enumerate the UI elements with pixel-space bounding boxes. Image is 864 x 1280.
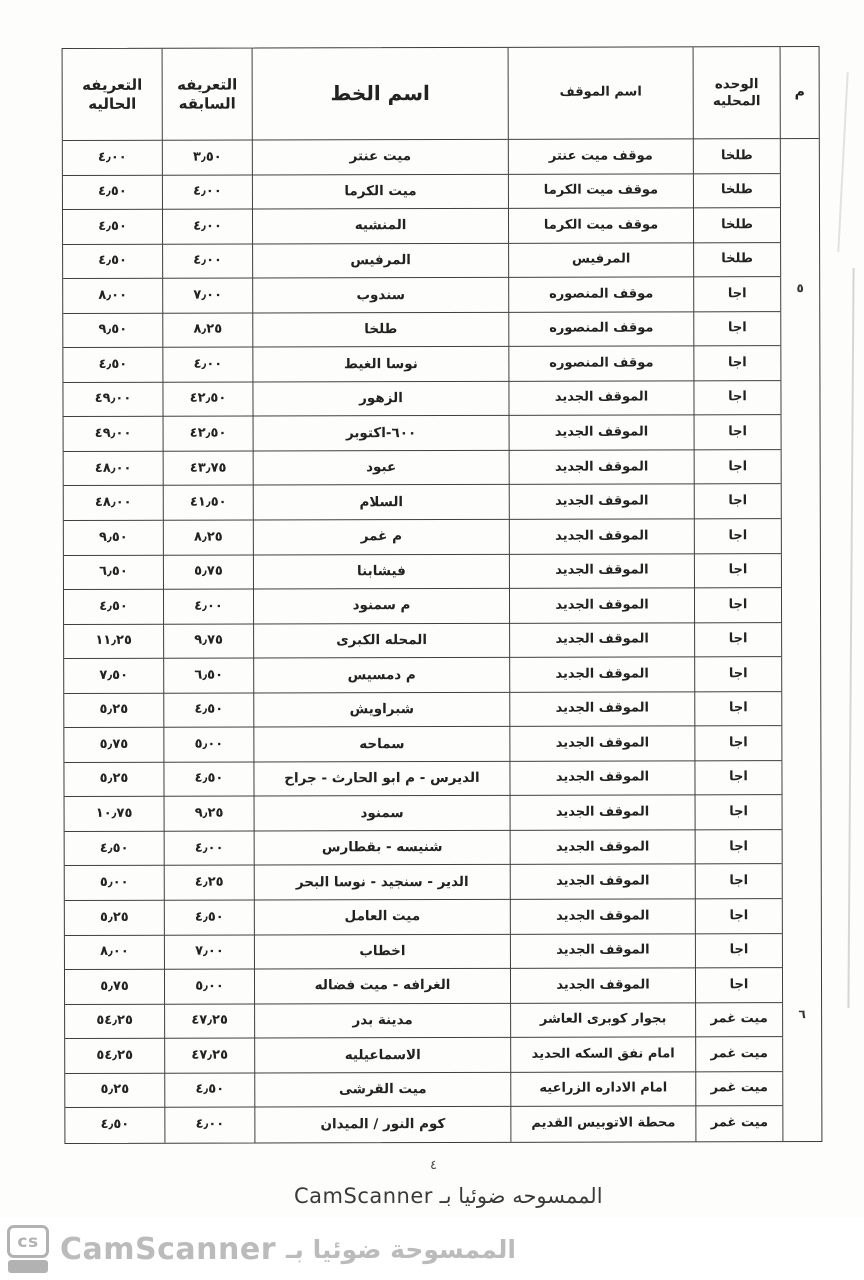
cell-row-number: ٦ — [782, 1003, 821, 1038]
cell-line-name: طلخا — [252, 313, 508, 348]
cell-line-name: ميت القرشى — [254, 1073, 510, 1108]
camscanner-bar-text: الممسوحة ضوئيا بـ — [286, 1234, 516, 1264]
cell-current-tariff: ٦٫٥٠ — [64, 555, 163, 590]
cell-previous-tariff: ٩٫٧٥ — [163, 624, 253, 659]
cell-current-tariff: ٥٫٠٠ — [65, 866, 164, 901]
cell-line-name: ٦٠٠-اكتوبر — [253, 416, 509, 451]
cell-local-unit: اجا — [695, 968, 782, 1003]
cell-stop-name: الموقف الجديد — [509, 450, 694, 485]
cell-stop-name: موقف المنصوره — [508, 347, 693, 382]
cell-local-unit: اجا — [693, 381, 780, 416]
cell-previous-tariff: ٤٫٥٠ — [163, 693, 253, 728]
cell-stop-name: موقف المنصوره — [508, 312, 693, 347]
cell-row-number — [782, 934, 821, 969]
cell-stop-name: الموقف الجديد — [510, 865, 695, 900]
cell-local-unit: اجا — [694, 450, 781, 485]
cell-previous-tariff: ٧٫٠٠ — [164, 935, 254, 970]
cell-row-number — [781, 657, 820, 692]
cell-stop-name: الموقف الجديد — [509, 554, 694, 589]
cell-row-number — [781, 519, 820, 554]
col-header-current-tariff: التعريفه الحاليه — [63, 49, 162, 141]
cell-previous-tariff: ٦٫٥٠ — [163, 659, 253, 694]
page-number: ٤ — [430, 1158, 437, 1173]
cell-previous-tariff: ٤٫٥٠ — [163, 762, 253, 797]
cell-local-unit: ميت غمر — [695, 1072, 782, 1107]
cell-line-name: فيشابنا — [253, 554, 509, 589]
cell-stop-name: الموقف الجديد — [508, 381, 693, 416]
cell-row-number — [780, 312, 819, 347]
cell-line-name: الديرس - م ابو الحارث - جراح — [253, 762, 509, 797]
cell-current-tariff: ٤٨٫٠٠ — [64, 452, 163, 487]
cell-current-tariff: ٤٫٥٠ — [63, 175, 162, 210]
cell-current-tariff: ٥٤٫٢٥ — [65, 1039, 164, 1074]
cell-stop-name: موقف ميت عنتر — [508, 139, 693, 174]
cell-local-unit: اجا — [694, 554, 781, 589]
cell-current-tariff: ٤٫٥٠ — [65, 832, 164, 867]
cell-stop-name: امام الاداره الزراعيه — [510, 1072, 695, 1107]
tariff-table — [61, 46, 823, 1145]
cell-row-number — [781, 450, 820, 485]
cell-local-unit: طلخا — [693, 174, 780, 209]
cell-row-number — [781, 588, 820, 623]
cell-current-tariff: ٨٫٠٠ — [63, 279, 162, 314]
cell-current-tariff: ١٠٫٧٥ — [65, 797, 164, 832]
cell-line-name: الدير - سنجيد - نوسا البحر — [254, 865, 510, 900]
cell-stop-name: امام نفق السكه الحديد — [510, 1038, 695, 1073]
cell-local-unit: اجا — [694, 415, 781, 450]
cell-previous-tariff: ٤٫٥٠ — [164, 1073, 254, 1108]
cell-row-number — [780, 139, 819, 174]
cell-line-name: م دمسيس — [253, 658, 509, 693]
cell-stop-name: الموقف الجديد — [510, 796, 695, 831]
cell-local-unit: اجا — [694, 485, 781, 520]
cell-line-name: شبراويش — [253, 693, 509, 728]
cell-current-tariff: ١١٫٢٥ — [64, 624, 163, 659]
cell-row-number — [782, 1072, 821, 1107]
cell-previous-tariff: ٨٫٢٥ — [163, 521, 253, 556]
cell-stop-name: الموقف الجديد — [509, 588, 694, 623]
cell-stop-name: موقف ميت الكرما — [508, 174, 693, 209]
cell-stop-name: الموقف الجديد — [510, 830, 695, 865]
cell-line-name: المنشيه — [252, 209, 508, 244]
cell-row-number — [780, 174, 819, 209]
camscanner-watermark-handwritten: الممسوحه ضوئيا بـ CamScanner — [294, 1184, 603, 1208]
cell-line-name: ميت العامل — [254, 900, 510, 935]
page-edge-artifact — [847, 268, 854, 1008]
cell-row-number — [780, 208, 819, 243]
cell-current-tariff: ٥٫٢٥ — [65, 1073, 164, 1108]
cell-previous-tariff: ٤٫٠٠ — [162, 244, 252, 279]
cell-line-name: سندوب — [252, 278, 508, 313]
col-header-number: م — [780, 47, 819, 139]
cell-row-number — [781, 554, 820, 589]
cell-local-unit: طلخا — [693, 208, 780, 243]
cell-previous-tariff: ٤٧٫٢٥ — [164, 1039, 254, 1074]
cell-local-unit: ميت غمر — [695, 1106, 782, 1141]
cell-current-tariff: ٧٫٥٠ — [64, 659, 163, 694]
cell-line-name: سمنود — [254, 796, 510, 831]
cell-row-number — [782, 1037, 821, 1072]
cell-line-name: ميت الكرما — [252, 174, 508, 209]
cell-line-name: مدينة بدر — [254, 1003, 510, 1038]
cell-previous-tariff: ٤٧٫٢٥ — [164, 1004, 254, 1039]
cell-current-tariff: ٤٫٠٠ — [63, 141, 162, 176]
cell-local-unit: ميت غمر — [695, 1037, 782, 1072]
cell-local-unit: اجا — [694, 519, 781, 554]
cell-current-tariff: ٩٫٥٠ — [63, 313, 162, 348]
cell-current-tariff: ٤٫٥٠ — [63, 244, 162, 279]
cell-row-number: ٥ — [780, 277, 819, 312]
cell-stop-name: الموقف الجديد — [509, 485, 694, 520]
camscanner-logo-cs-text: cs — [7, 1225, 49, 1258]
cell-row-number — [781, 484, 820, 519]
cell-stop-name: المرفيس — [508, 243, 693, 278]
cell-stop-name: الموقف الجديد — [509, 623, 694, 658]
tariff-table-grid — [62, 46, 823, 1144]
cell-current-tariff: ٩٫٥٠ — [64, 521, 163, 556]
cell-local-unit: اجا — [695, 796, 782, 831]
cell-current-tariff: ٤٩٫٠٠ — [63, 383, 162, 418]
cell-local-unit: اجا — [695, 899, 782, 934]
cell-local-unit: طلخا — [693, 139, 780, 174]
cell-current-tariff: ٤٫٥٠ — [63, 210, 162, 245]
cell-current-tariff: ٥٫٢٥ — [65, 901, 164, 936]
cell-stop-name: موقف ميت الكرما — [508, 208, 693, 243]
cell-previous-tariff: ٤٫٠٠ — [163, 590, 253, 625]
cell-previous-tariff: ٣٫٥٠ — [162, 140, 252, 175]
col-header-stop-name: اسم الموقف — [508, 47, 693, 139]
cell-row-number — [782, 864, 821, 899]
cell-stop-name: الموقف الجديد — [509, 692, 694, 727]
cell-previous-tariff: ٤١٫٥٠ — [163, 486, 253, 521]
cell-line-name: اخطاب — [254, 934, 510, 969]
cell-line-name: عبود — [253, 451, 509, 486]
cell-row-number — [781, 415, 820, 450]
cell-current-tariff: ٥٫٧٥ — [64, 728, 163, 763]
cell-stop-name: الموقف الجديد — [509, 416, 694, 451]
cell-local-unit: اجا — [693, 312, 780, 347]
cell-line-name: سماحه — [253, 727, 509, 762]
cell-stop-name: الموقف الجديد — [510, 934, 695, 969]
cell-local-unit: اجا — [695, 934, 782, 969]
cell-line-name: م غمر — [253, 520, 509, 555]
cell-row-number — [780, 243, 819, 278]
cell-previous-tariff: ٤٫٠٠ — [162, 210, 252, 245]
cell-previous-tariff: ٤٣٫٧٥ — [163, 451, 253, 486]
cell-stop-name: الموقف الجديد — [510, 968, 695, 1003]
cell-row-number — [782, 795, 821, 830]
cell-previous-tariff: ٨٫٢٥ — [162, 313, 252, 348]
cell-stop-name: الموقف الجديد — [509, 727, 694, 762]
cell-stop-name: الموقف الجديد — [509, 658, 694, 693]
cell-previous-tariff: ٤٫٠٠ — [162, 175, 252, 210]
cell-current-tariff: ٤٨٫٠٠ — [64, 486, 163, 521]
cell-current-tariff: ٥٫٧٥ — [65, 970, 164, 1005]
cell-current-tariff: ٤٩٫٠٠ — [64, 417, 163, 452]
cell-local-unit: اجا — [694, 588, 781, 623]
cell-previous-tariff: ٧٫٠٠ — [162, 279, 252, 314]
cell-stop-name: الموقف الجديد — [510, 899, 695, 934]
cell-previous-tariff: ٤٫٥٠ — [164, 901, 254, 936]
cell-local-unit: اجا — [694, 623, 781, 658]
cell-previous-tariff: ٤٫٠٠ — [164, 1108, 254, 1143]
col-header-line-name: اسم الخط — [252, 48, 508, 141]
cell-current-tariff: ٤٫٥٠ — [100, 1117, 130, 1133]
cell-row-number — [781, 692, 820, 727]
col-header-previous-tariff: التعريفه السابقه — [162, 48, 252, 140]
cell-line-name: الغرافه - ميت فضاله — [254, 969, 510, 1004]
cell-stop-name: بجوار كوبرى العاشر — [510, 1003, 695, 1038]
cell-stop-name: الموقف الجديد — [509, 761, 694, 796]
cell-row-number — [782, 830, 821, 865]
cell-line-name: نوسا الغيط — [252, 347, 508, 382]
cell-current-tariff: ٤٫٥٠ — [63, 348, 162, 383]
cell-current-tariff: ٥٤٫٢٥ — [65, 1004, 164, 1039]
cell-line-name: كوم النور / الميدان — [254, 1107, 510, 1142]
col-header-local-unit: الوحده المحليه — [693, 47, 780, 139]
cell-local-unit: ميت غمر — [695, 1003, 782, 1038]
cell-row-number — [781, 761, 820, 796]
cell-current-tariff: ٤٫٥٠ — [64, 590, 163, 625]
cell-line-name: شنيسه - بقطارس — [254, 831, 510, 866]
cell-row-number — [782, 1106, 821, 1141]
cell-line-name: الزهور — [252, 382, 508, 417]
cell-previous-tariff: ٤٫٠٠ — [164, 831, 254, 866]
cell-local-unit: طلخا — [693, 243, 780, 278]
camscanner-logo-base — [8, 1260, 48, 1273]
cell-local-unit: اجا — [694, 657, 781, 692]
cell-stop-name: موقف المنصوره — [508, 278, 693, 313]
cell-previous-tariff: ٤٫٢٥ — [164, 866, 254, 901]
cell-local-unit: اجا — [695, 865, 782, 900]
page-edge-artifact-top — [837, 72, 848, 252]
cell-previous-tariff: ٤٢٫٥٠ — [163, 417, 253, 452]
cell-line-name: م سمنود — [253, 589, 509, 624]
cell-row-number — [782, 968, 821, 1003]
cell-current-tariff: ٨٫٠٠ — [65, 935, 164, 970]
cell-local-unit: اجا — [694, 761, 781, 796]
cell-line-name: السلام — [253, 485, 509, 520]
cell-row-number — [780, 381, 819, 416]
cell-stop-name: الموقف الجديد — [509, 519, 694, 554]
cell-local-unit: اجا — [694, 692, 781, 727]
camscanner-logo-icon — [6, 1225, 50, 1273]
cell-line-name: المحله الكبرى — [253, 623, 509, 658]
cell-row-number — [780, 346, 819, 381]
cell-previous-tariff: ٥٫٧٥ — [163, 555, 253, 590]
cell-row-number — [781, 623, 820, 658]
camscanner-brand-text: CamScanner — [60, 1231, 277, 1267]
cell-local-unit: اجا — [693, 277, 780, 312]
cell-stop-name: محطة الاتوبيس القديم — [510, 1107, 695, 1142]
cell-current-tariff: ٥٫٢٥ — [64, 693, 163, 728]
cell-row-number — [781, 726, 820, 761]
cell-row-number — [782, 899, 821, 934]
cell-previous-tariff: ٥٫٠٠ — [164, 970, 254, 1005]
cell-line-name: الاسماعيليه — [254, 1038, 510, 1073]
cell-line-name: ميت عنتر — [252, 140, 508, 175]
cell-local-unit: اجا — [694, 726, 781, 761]
camscanner-footer-bar — [0, 1218, 864, 1280]
cell-previous-tariff: ٥٫٠٠ — [163, 728, 253, 763]
cell-local-unit: اجا — [693, 346, 780, 381]
cell-previous-tariff: ٤٫٠٠ — [162, 348, 252, 383]
cell-line-name: المرفيس — [252, 243, 508, 278]
cell-local-unit: اجا — [695, 830, 782, 865]
cell-current-tariff: ٥٫٢٥ — [64, 763, 163, 798]
cell-previous-tariff: ٤٢٫٥٠ — [162, 382, 252, 417]
cell-previous-tariff: ٩٫٢٥ — [164, 797, 254, 832]
